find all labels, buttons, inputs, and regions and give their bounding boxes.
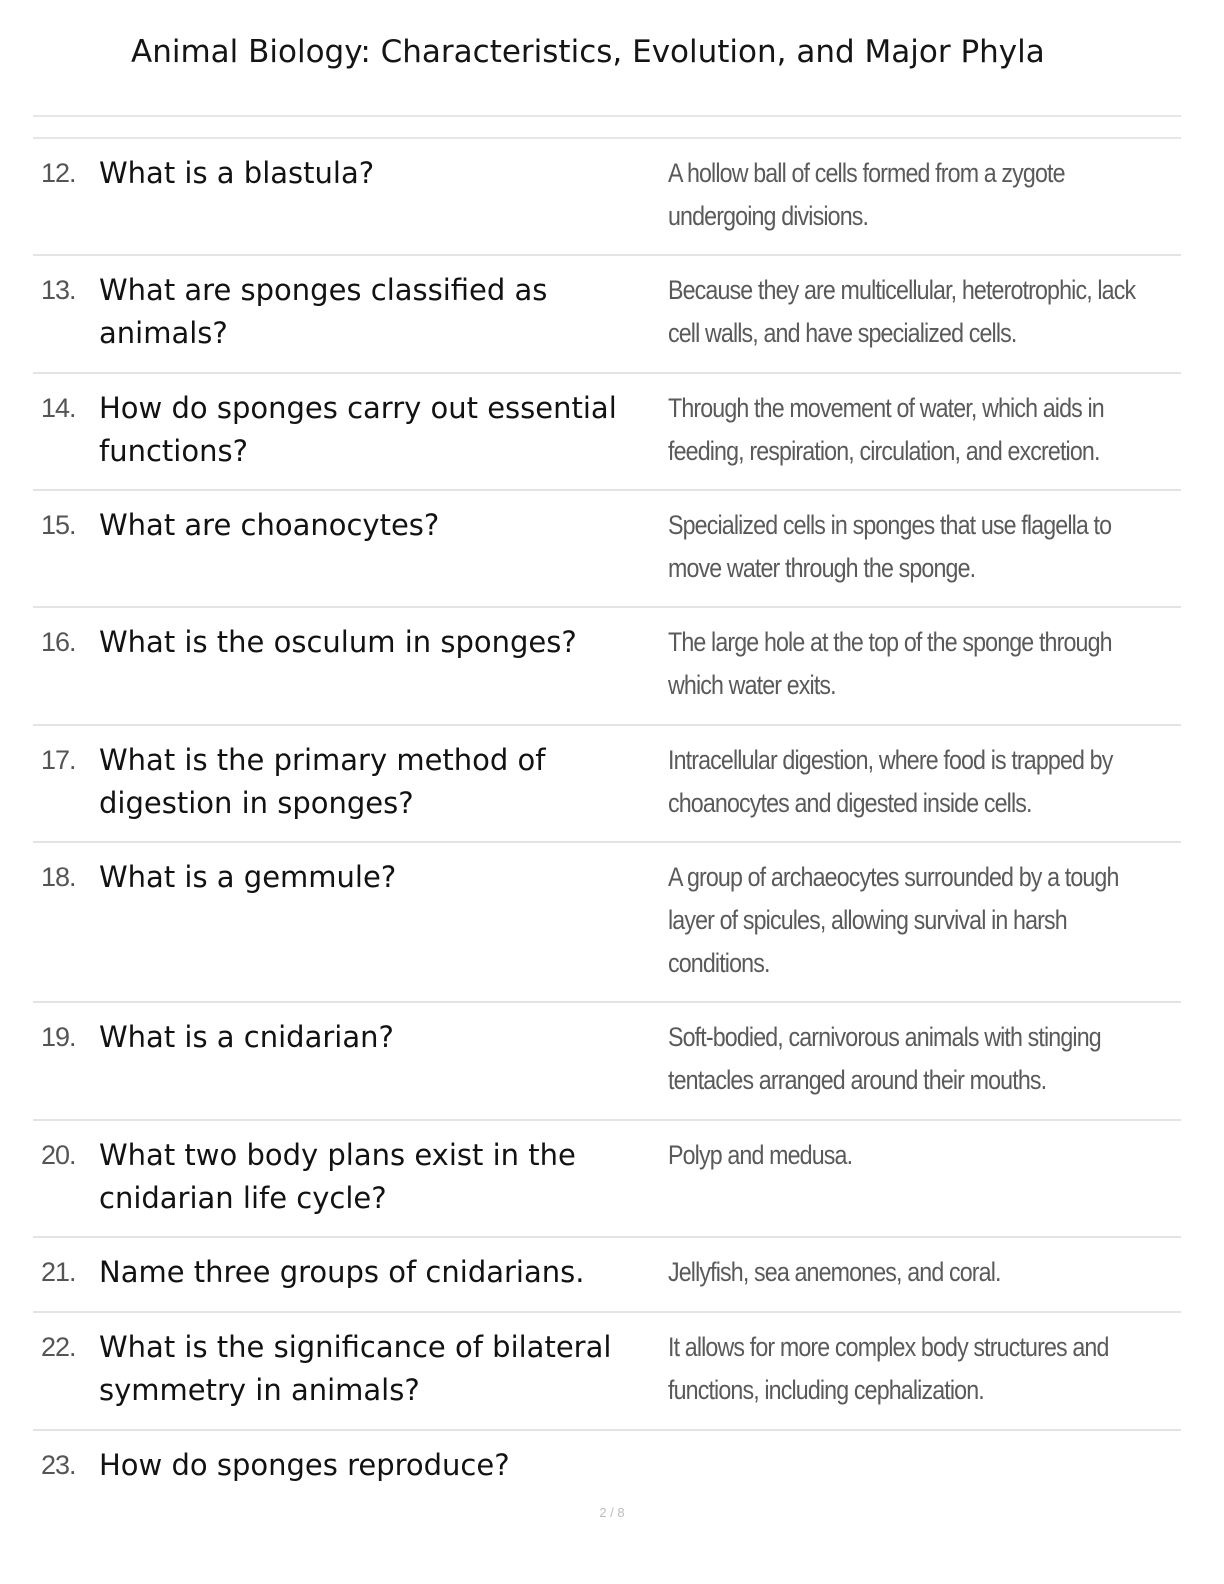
question-number: 12. (41, 158, 76, 188)
question-text: What two body plans exist in the cnidarian life cycle? (99, 1138, 576, 1215)
table-row (33, 374, 1181, 491)
qa-table (33, 139, 1181, 1501)
answer-text: A hollow ball of cells formed from a zygote undergoing divisions. (668, 158, 1065, 231)
question-text: What is a blastula? (99, 156, 375, 190)
question-number: 19. (41, 1022, 76, 1052)
question-number: 13. (41, 275, 76, 305)
question-text: What is the primary method of digestion in sponges? (99, 743, 546, 820)
question-text: Name three groups of cnidarians. (99, 1255, 585, 1289)
table-row (33, 139, 1181, 256)
question-number: 15. (41, 510, 76, 540)
answer-text: Jellyfish, sea anemones, and coral. (668, 1257, 1001, 1287)
question-text: What are choanocytes? (99, 508, 440, 542)
table-row (33, 608, 1181, 726)
answer-text: Intracellular digestion, where food is trapped by choanocytes and digested inside cells. (668, 745, 1113, 818)
table-row (33, 491, 1181, 608)
question-text: What is the significance of bilateral symmetry in animals? (99, 1330, 612, 1407)
question-text: How do sponges reproduce? (99, 1448, 510, 1482)
answer-text: Because they are multicellular, heterotrophic, lack cell walls, and have specialized cells. (668, 275, 1136, 348)
table-row (33, 1431, 1181, 1501)
question-text: What is a cnidarian? (99, 1020, 394, 1054)
table-row (33, 1121, 1181, 1238)
answer-text: It allows for more complex body structures and functions, including cephalization. (668, 1332, 1109, 1405)
table-row (33, 843, 1181, 1003)
table-row (33, 1238, 1181, 1313)
answer-text: Soft-bodied, carnivorous animals with stinging tentacles arranged around their mouths. (668, 1022, 1101, 1095)
question-number: 16. (41, 627, 76, 657)
question-text: What is a gemmule? (99, 860, 397, 894)
answer-text: A group of archaeocytes surrounded by a tough layer of spicules, allowing survival in harsh conditions. (668, 862, 1119, 978)
table-row (33, 726, 1181, 843)
question-number: 14. (41, 393, 76, 423)
answer-text: Specialized cells in sponges that use flagella to move water through the sponge. (668, 510, 1112, 583)
answer-text (668, 1444, 1167, 1482)
question-text: What are sponges classified as animals? (99, 273, 548, 350)
answer-text: The large hole at the top of the sponge through which water exits. (668, 627, 1112, 700)
question-text: What is the osculum in sponges? (99, 625, 577, 659)
question-number: 20. (41, 1140, 76, 1170)
question-number: 22. (41, 1332, 76, 1362)
answer-text: Polyp and medusa. (668, 1140, 853, 1170)
question-number: 23. (41, 1450, 76, 1480)
page-title: Animal Biology: Characteristics, Evolution, and Major Phyla (131, 34, 1045, 70)
table-row (33, 1313, 1181, 1431)
table-row (33, 256, 1181, 374)
question-text: How do sponges carry out essential functions? (99, 391, 617, 468)
question-number: 17. (41, 745, 76, 775)
page-number: 2 / 8 (599, 1505, 625, 1520)
question-number: 21. (41, 1257, 76, 1287)
header-divider (33, 115, 1181, 117)
answer-text: Through the movement of water, which aids in feeding, respiration, circulation, and excretion. (668, 393, 1104, 466)
question-number: 18. (41, 862, 76, 892)
table-row (33, 1003, 1181, 1121)
